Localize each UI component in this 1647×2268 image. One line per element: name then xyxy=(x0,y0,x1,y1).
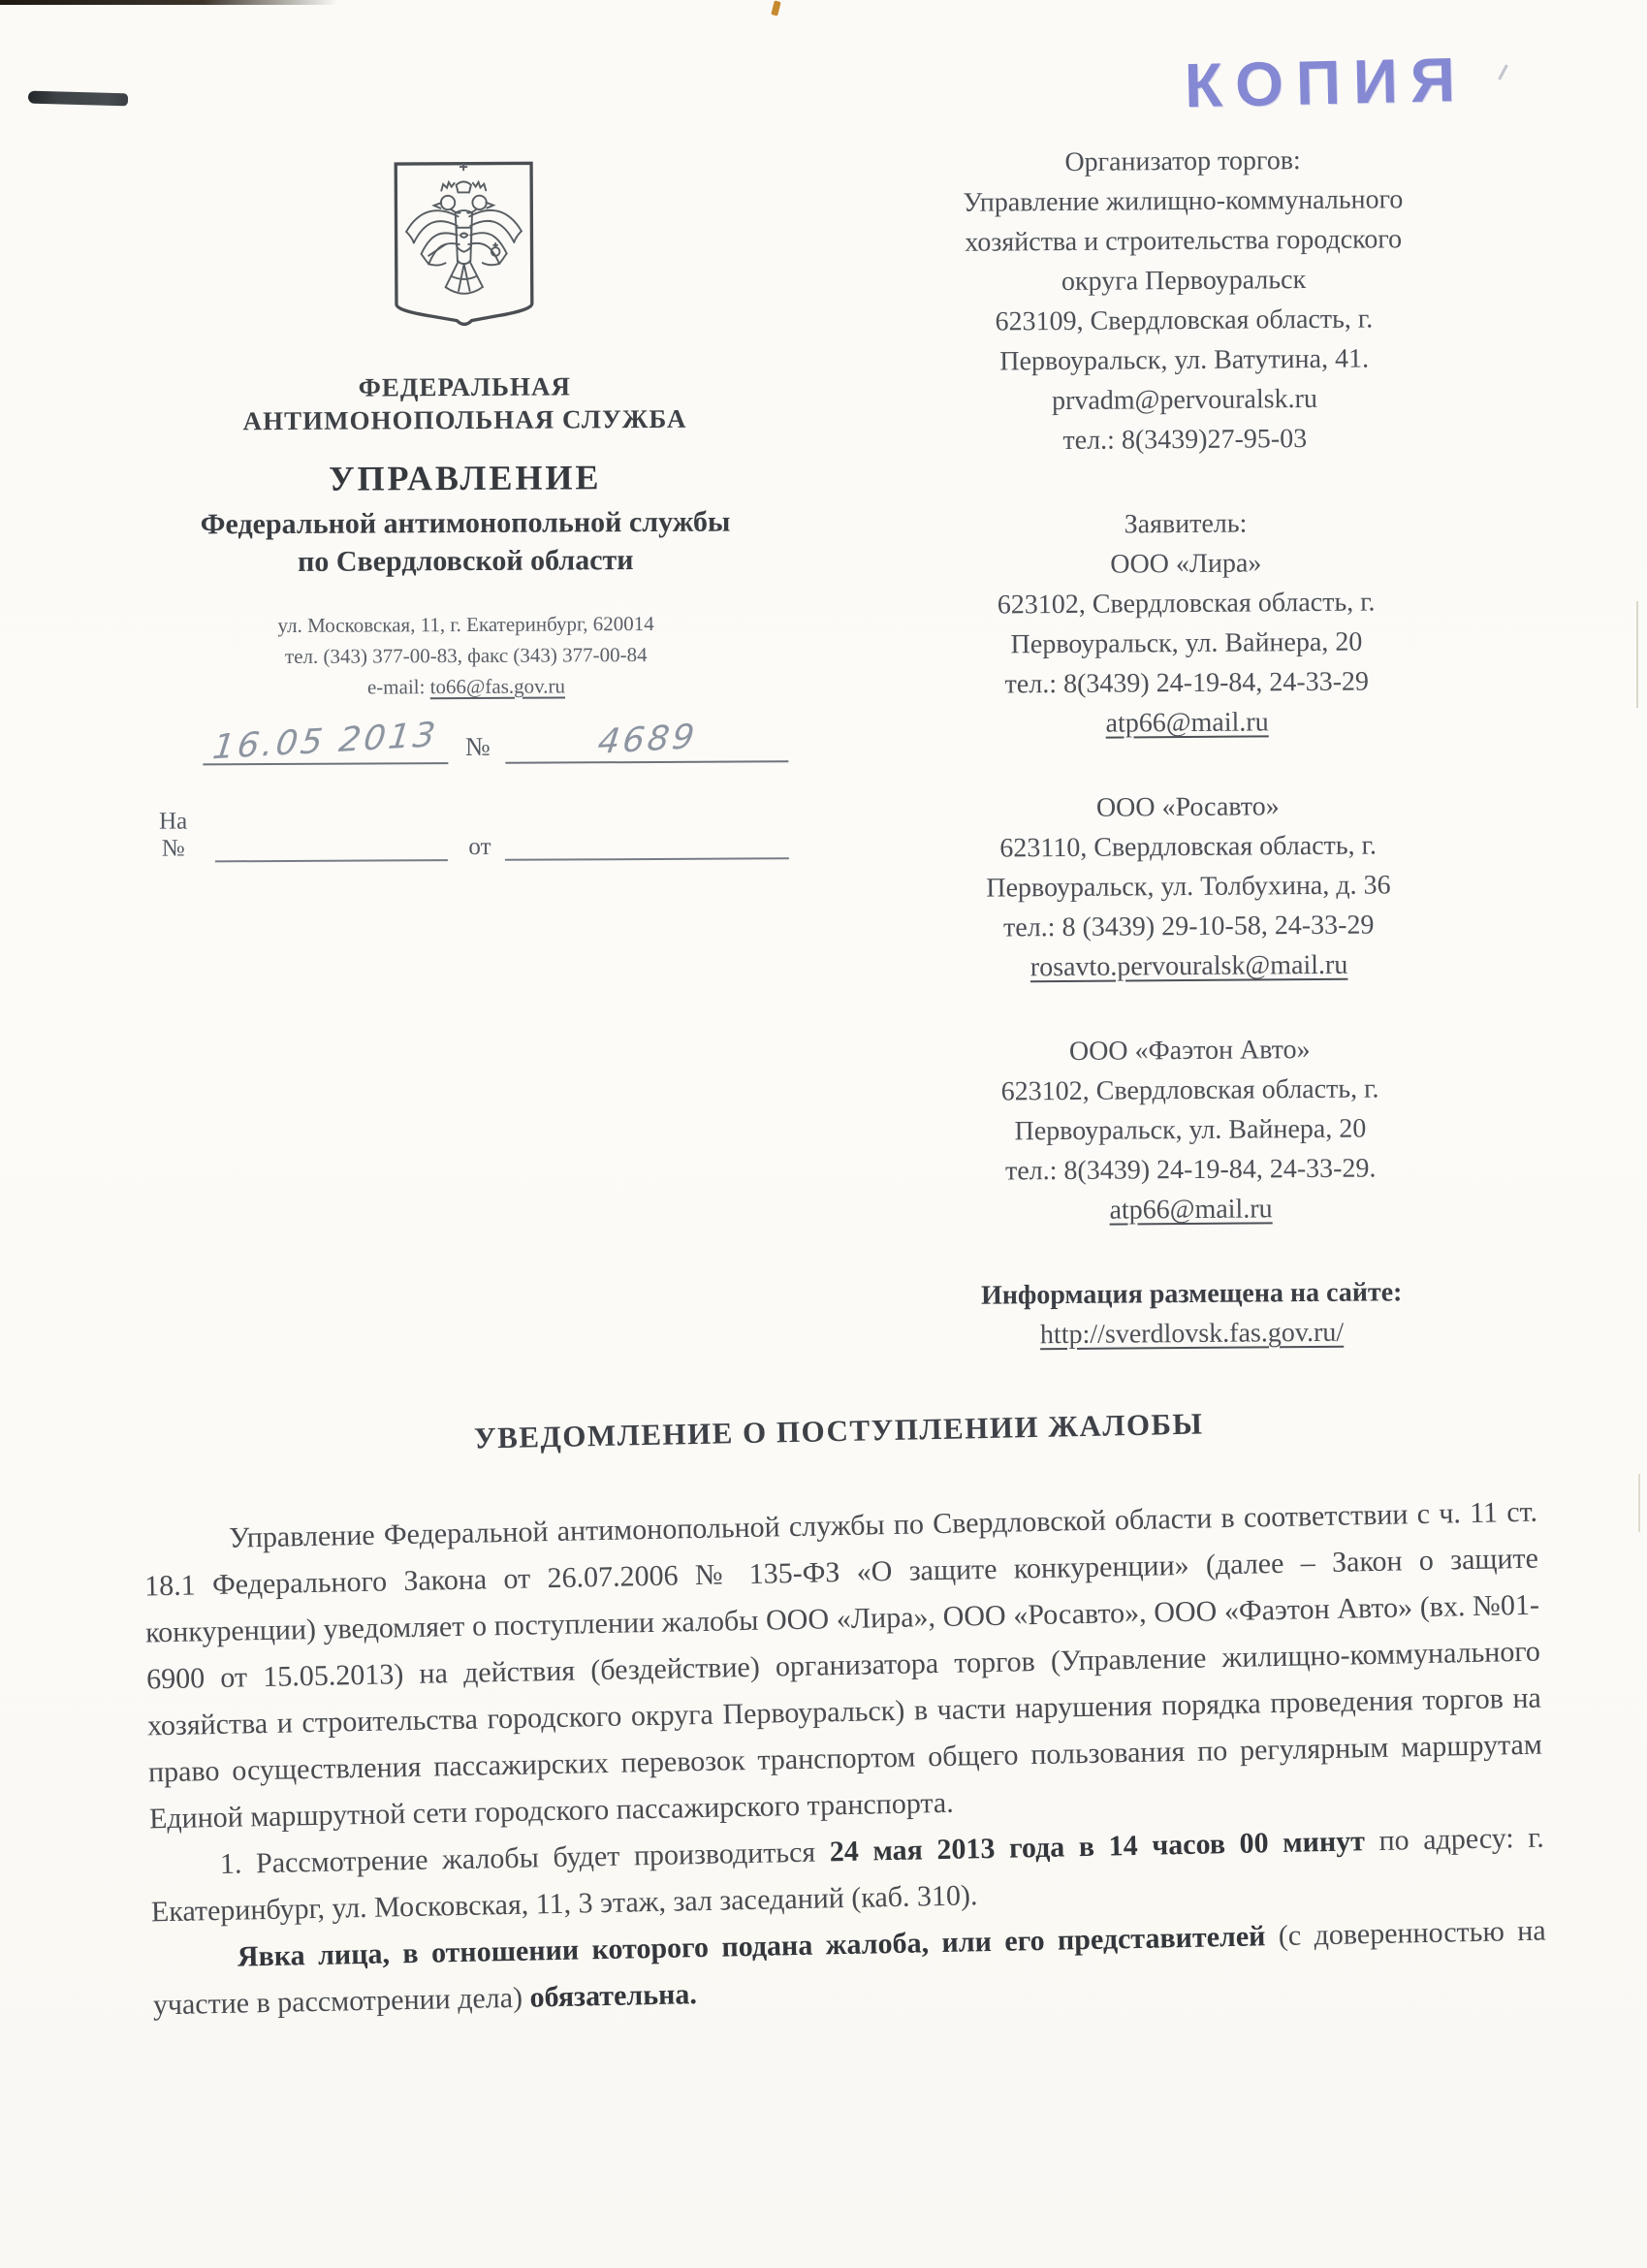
notice-title: УВЕДОМЛЕНИЕ О ПОСТУПЛЕНИИ ЖАЛОБЫ xyxy=(473,1406,1204,1455)
organizer-email: prvadm@pervouralsk.ru xyxy=(1051,383,1318,417)
division-subtitle-line1: Федеральной антимонопольной службы xyxy=(200,505,731,541)
recipient-applicant xyxy=(830,501,1543,746)
hearing-datetime: 24 мая 2013 года в 14 часов 00 минут xyxy=(829,1825,1366,1869)
outgoing-number-row xyxy=(144,716,788,768)
marker-mark-artifact xyxy=(28,91,128,107)
notice-paragraph-1: Управление Федеральной антимонопольной службы по Свердловской области в соответствии с ч. 11 ст. 18.1 Федерального Закона от 26.07.2006 № 135-ФЗ «О защите конкуренции» (далее – Закон о защите конкуренции) уведомляет о поступлении жалобы ООО «Лира», ООО «Росавто», ООО «Фаэтон Авто» (вх. №01-6900 от 15.05.2013) на действия (бездействие) организатора торгов (Управление жилищно-коммунального хозяйства и строительства городского округа Первоуральск) в части нарушения порядка проведения торгов на право осуществления пассажирских перевозок транспортом общего пользования по регулярным маршрутам Единой маршрутной сети городского пассажирского транспорта. xyxy=(143,1495,1543,1836)
rosavto-email: rosavto.pervouralsk@mail.ru xyxy=(1029,949,1348,983)
applicant-phone: тел.: 8(3439) 24-19-84, 24-33-29 xyxy=(1004,666,1370,700)
ref-number-line xyxy=(215,859,448,862)
organizer-line: 623109, Свердловская область, г. xyxy=(995,303,1374,337)
letterhead-phones: тел. (343) 377-00-83, факс (343) 377-00-84 xyxy=(284,643,648,668)
p2-address: по адресу: г. Екатеринбург, ул. Московская, 11, 3 этаж, зал заседаний (каб. 310). xyxy=(150,1821,1545,1929)
attendance-requirement: Явка лица, в отношении которого подана жалоба, или его представителей xyxy=(237,1920,1266,1973)
faeton-name: ООО «Фаэтон Авто» xyxy=(1068,1035,1311,1067)
email-label: e-mail: xyxy=(366,675,426,699)
p3-text: (с доверенностью на участие в рассмотрении дела) xyxy=(152,1914,1546,2022)
ref-label: На № xyxy=(159,808,188,862)
p2-text: 1. Рассмотрение жалобы будет производиться xyxy=(219,1836,831,1880)
scan-speck-artifact xyxy=(771,0,780,16)
applicant-email: atp66@mail.ru xyxy=(1105,707,1269,739)
copy-stamp: КОПИЯ xyxy=(1184,44,1469,121)
site-note-label: Информация размещена на сайте: xyxy=(980,1277,1403,1311)
faeton-line: Первоуральск, ул. Вайнера, 20 xyxy=(1014,1113,1367,1147)
scan-edge-shadow xyxy=(1638,1474,1640,1532)
notice-section xyxy=(142,1400,1547,2029)
organizer-title: Организатор торгов: xyxy=(1064,145,1301,177)
applicant-title: Заявитель: xyxy=(1124,508,1248,540)
division-subtitle-line2: по Свердловской области xyxy=(297,544,634,578)
recipient-organizer xyxy=(827,139,1541,463)
organizer-line: Первоуральск, ул. Ватутина, 41. xyxy=(999,343,1370,377)
notice-body xyxy=(143,1489,1547,2029)
faeton-phone: тел.: 8(3439) 24-19-84, 24-33-29. xyxy=(1004,1153,1377,1187)
applicant-line: 623102, Свердловская область, г. xyxy=(997,587,1376,621)
faeton-email: atp66@mail.ru xyxy=(1109,1194,1273,1226)
organizer-phone: тел.: 8(3439)27-95-03 xyxy=(1062,424,1308,456)
site-note xyxy=(836,1271,1548,1357)
org-name-line1: ФЕДЕРАЛЬНАЯ xyxy=(358,371,572,402)
letterhead-address: ул. Московская, 11, г. Екатеринбург, 620014 xyxy=(277,611,654,638)
letterhead-email: to66@fas.gov.ru xyxy=(429,674,566,699)
recipients-column xyxy=(827,139,1548,1401)
coat-of-arms-icon xyxy=(385,157,543,335)
mandatory-word: обязательна. xyxy=(529,1978,698,2014)
organizer-line: хозяйства и строительства городского xyxy=(965,224,1403,258)
date-field-line xyxy=(203,716,448,768)
rosavto-phone: тел.: 8 (3439) 29-10-58, 24-33-29 xyxy=(1002,910,1375,943)
org-name-line2: АНТИМОНОПОЛЬНАЯ СЛУЖБА xyxy=(242,403,687,436)
number-sign: № xyxy=(464,731,491,762)
reference-number-row xyxy=(145,805,789,862)
applicant-line: ООО «Лира» xyxy=(1110,548,1262,580)
letterhead-left-column xyxy=(142,155,789,862)
faeton-line: 623102, Свердловская область, г. xyxy=(1000,1073,1379,1107)
scan-edge-shadow xyxy=(1636,601,1638,708)
scan-edge-artifact xyxy=(0,0,337,5)
ref-date-line xyxy=(505,857,789,861)
organizer-line: округа Первоуральск xyxy=(1061,265,1307,298)
rosavto-line: Первоуральск, ул. Толбухина, д. 36 xyxy=(986,870,1391,904)
applicant-line: Первоуральск, ул. Вайнера, 20 xyxy=(1010,626,1363,660)
scan-tick-artifact xyxy=(1498,64,1508,80)
ref-from-label: от xyxy=(468,833,491,860)
organizer-line: Управление жилищно-коммунального xyxy=(963,184,1404,218)
recipient-faeton xyxy=(834,1028,1547,1232)
division-title: УПРАВЛЕНИЕ xyxy=(329,458,602,498)
letterhead-email-line xyxy=(144,669,788,703)
recipient-rosavto xyxy=(832,784,1545,989)
rosavto-name: ООО «Росавто» xyxy=(1095,791,1280,823)
handwritten-date: 16.05 2013 xyxy=(210,716,441,768)
number-field-line xyxy=(506,719,789,764)
rosavto-line: 623110, Свердловская область, г. xyxy=(999,830,1378,864)
handwritten-number: 4689 xyxy=(595,718,699,762)
site-url: http://sverdlovsk.fas.gov.ru/ xyxy=(1039,1317,1345,1351)
